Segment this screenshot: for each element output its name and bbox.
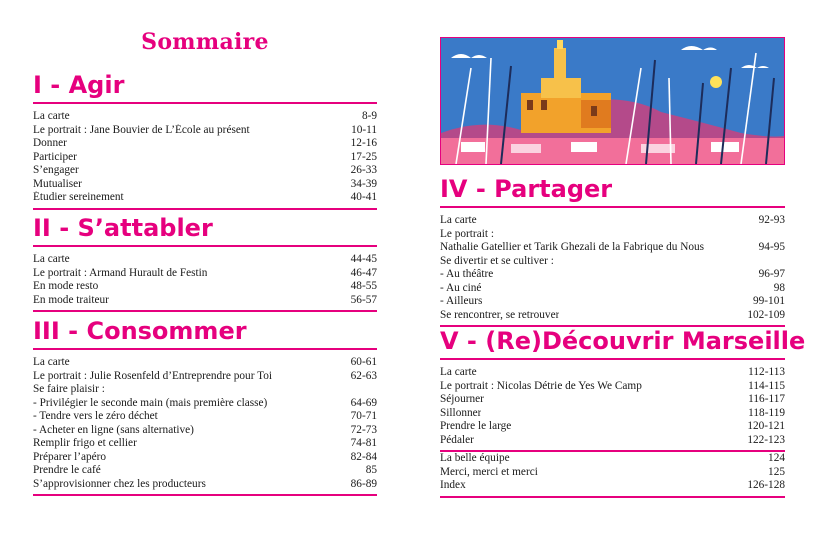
toc-entry-label: - Acheter en ligne (sans alternative) — [33, 423, 194, 436]
toc-entry — [440, 214, 785, 228]
toc-entry — [440, 309, 785, 323]
toc-entry — [440, 282, 785, 296]
toc-entry — [440, 241, 785, 255]
toc-entry — [33, 151, 377, 165]
toc-entry — [440, 452, 785, 466]
toc-entry — [440, 479, 785, 493]
toc-entry-pages: 118-119 — [748, 406, 785, 419]
toc-entry-label: Se divertir et se cultiver : — [440, 254, 554, 267]
toc-entry-label: La carte — [33, 110, 70, 122]
toc-entry — [33, 164, 377, 178]
toc-entry — [440, 393, 785, 407]
toc-entry-label: Sillonner — [440, 406, 482, 419]
toc-entry-pages: 74-81 — [350, 437, 377, 449]
toc-entry — [440, 295, 785, 309]
toc-entry-label: S’approvisionner chez les producteurs — [33, 477, 206, 490]
toc-entry-label: - Au théâtre — [440, 268, 494, 280]
toc-entry-label: - Au ciné — [440, 281, 482, 294]
toc-entry — [33, 356, 377, 370]
section-heading: V - (Re)Découvrir Marseille — [440, 326, 785, 360]
entry-list — [33, 110, 377, 205]
toc-entry-label: Mutualiser — [33, 177, 82, 190]
toc-entry-pages: 8-9 — [361, 110, 377, 122]
entry-list — [33, 253, 377, 307]
toc-entry-pages: 82-84 — [350, 450, 377, 463]
toc-entry — [33, 124, 377, 138]
toc-entry-label: Participer — [33, 150, 77, 163]
toc-entry — [33, 370, 377, 384]
toc-entry-label: Se faire plaisir : — [33, 383, 105, 395]
toc-entry-pages: 92-93 — [758, 214, 785, 226]
toc-entry — [33, 424, 377, 438]
page-title: Sommaire — [141, 29, 269, 55]
toc-entry — [440, 434, 785, 448]
toc-entry-label: La carte — [33, 356, 70, 368]
toc-entry-pages: 124 — [768, 452, 785, 464]
entry-list — [440, 366, 785, 447]
section-rule — [33, 494, 377, 496]
toc-entry — [33, 294, 377, 308]
toc-entry-label: La carte — [33, 253, 70, 265]
toc-entry — [33, 383, 377, 397]
toc-entry-pages: 26-33 — [350, 164, 377, 176]
toc-entry-label: S’engager — [33, 164, 79, 176]
toc-entry — [33, 110, 377, 124]
toc-entry — [440, 380, 785, 394]
toc-entry — [33, 451, 377, 465]
toc-entry-pages: 12-16 — [350, 137, 377, 149]
toc-entry-label: Étudier sereinement — [33, 191, 124, 203]
toc-entry-label: Le portrait : Jane Bouvier de L’École au présent — [33, 123, 250, 136]
toc-entry — [440, 466, 785, 480]
toc-entry-label: Séjourner — [440, 393, 484, 405]
toc-entry-pages: 60-61 — [350, 356, 377, 368]
toc-entry-pages: 46-47 — [350, 266, 377, 279]
toc-entry-pages: 40-41 — [350, 191, 377, 203]
toc-entry — [440, 420, 785, 434]
toc-entry-label: - Ailleurs — [440, 295, 483, 307]
section-heading: IV - Partager — [440, 174, 785, 208]
toc-entry-pages: 98 — [773, 281, 785, 294]
toc-entry-pages: 99-101 — [752, 295, 785, 307]
toc-entry-label: - Tendre vers le zéro déchet — [33, 410, 158, 422]
toc-entry-label: En mode traiteur — [33, 293, 109, 306]
toc-entry — [33, 464, 377, 478]
toc-entry-label: Remplir frigo et cellier — [33, 437, 137, 449]
toc-entry-pages: 96-97 — [758, 268, 785, 280]
toc-entry-pages: 86-89 — [350, 477, 377, 490]
toc-entry — [33, 410, 377, 424]
section-heading: I - Agir — [33, 70, 377, 104]
toc-entry — [33, 267, 377, 281]
toc-entry-pages: 125 — [768, 465, 785, 478]
toc-entry-pages: 85 — [365, 464, 377, 476]
toc-entry-pages: 70-71 — [350, 410, 377, 422]
toc-entry-pages: 64-69 — [350, 396, 377, 409]
toc-entry-pages: 72-73 — [350, 423, 377, 436]
toc-entry-label: Le portrait : Nicolas Détrie de Yes We Camp — [440, 379, 642, 392]
toc-entry — [440, 228, 785, 242]
toc-entry — [33, 137, 377, 151]
toc-entry-label: La carte — [440, 214, 477, 226]
section-consommer — [33, 316, 377, 496]
toc-entry — [440, 366, 785, 380]
toc-entry — [33, 178, 377, 192]
section-heading: II - S’attabler — [33, 213, 377, 247]
section-heading: III - Consommer — [33, 316, 377, 350]
toc-entry — [33, 437, 377, 451]
entry-list — [33, 356, 377, 491]
toc-entry-pages: 122-123 — [747, 433, 785, 446]
notre-dame-de-la-garde-image — [441, 38, 784, 164]
toc-entry-label: Le portrait : Armand Hurault de Festin — [33, 266, 208, 279]
toc-entry — [33, 253, 377, 267]
toc-entry-pages: 116-117 — [748, 393, 785, 405]
section-partager — [440, 174, 785, 327]
section-redecouvrir-marseille — [440, 326, 806, 452]
toc-entry-label: La carte — [440, 366, 477, 378]
toc-entry-pages: 126-128 — [747, 479, 785, 491]
toc-entry-pages: 44-45 — [350, 253, 377, 265]
toc-entry-label: Pédaler — [440, 433, 474, 446]
toc-entry-pages: 10-11 — [351, 123, 377, 136]
toc-entry-label: En mode resto — [33, 280, 99, 292]
marseille-illustration — [440, 37, 785, 165]
toc-entry-pages: 17-25 — [350, 150, 377, 163]
toc-entry-pages: 34-39 — [350, 177, 377, 190]
section-annexes — [440, 448, 785, 498]
toc-entry — [33, 191, 377, 205]
toc-entry-label: Se rencontrer, se retrouver — [440, 308, 560, 321]
toc-entry-label: Préparer l’apéro — [33, 450, 107, 463]
toc-entry-label: Index — [440, 479, 466, 491]
toc-entry-pages: 62-63 — [350, 369, 377, 382]
section-agir — [33, 70, 377, 210]
section-sattabler — [33, 213, 377, 312]
toc-entry-label: - Privilégier le seconde main (mais première classe) — [33, 396, 268, 409]
toc-entry-pages: 114-115 — [748, 379, 785, 392]
entry-list — [440, 452, 785, 493]
toc-entry-label: La belle équipe — [440, 452, 510, 464]
toc-entry-label: Merci, merci et merci — [440, 465, 538, 478]
toc-entry — [440, 255, 785, 269]
entry-list — [440, 214, 785, 322]
toc-entry — [33, 280, 377, 294]
toc-entry-label: Donner — [33, 137, 67, 149]
toc-entry — [440, 407, 785, 421]
section-rule — [33, 310, 377, 312]
toc-entry — [33, 397, 377, 411]
toc-entry-pages: 56-57 — [350, 293, 377, 306]
toc-entry-pages: 102-109 — [747, 308, 785, 321]
toc-entry-pages: 112-113 — [748, 366, 785, 378]
section-rule — [440, 496, 785, 498]
toc-entry-pages: 94-95 — [758, 241, 785, 253]
toc-entry — [440, 268, 785, 282]
toc-entry-label: Prendre le large — [440, 420, 512, 432]
toc-entry — [33, 478, 377, 492]
toc-entry-pages: 120-121 — [747, 420, 785, 432]
toc-entry-label: Le portrait : — [440, 227, 494, 240]
toc-entry-label: Le portrait : Julie Rosenfeld d’Entreprendre pour Toi — [33, 369, 272, 382]
section-rule — [33, 208, 377, 210]
toc-entry-label: Prendre le café — [33, 464, 101, 476]
toc-entry-label: Nathalie Gatellier et Tarik Ghezali de la Fabrique du Nous — [440, 241, 705, 253]
toc-entry-pages: 48-55 — [350, 280, 377, 292]
